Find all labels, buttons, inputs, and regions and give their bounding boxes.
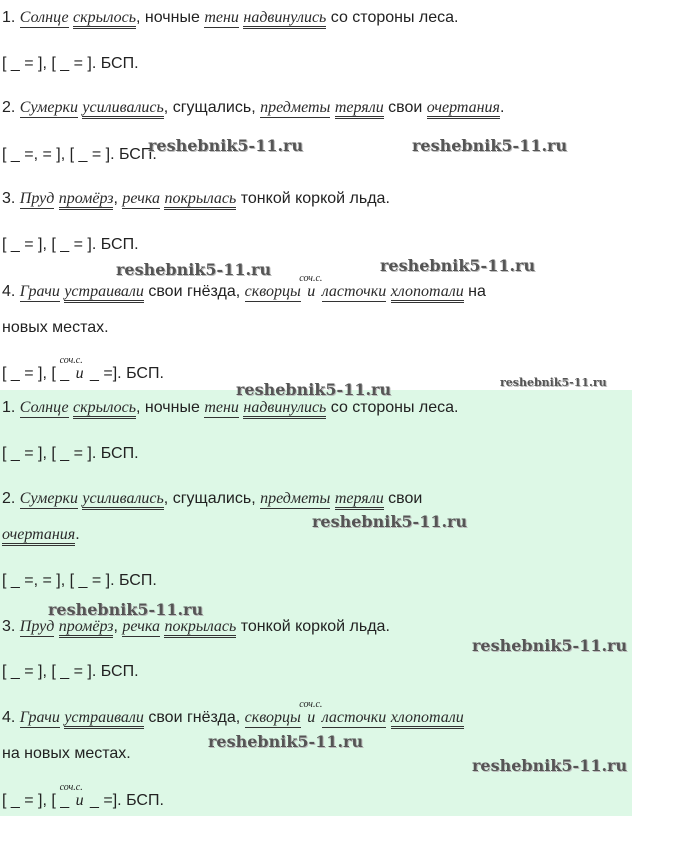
sentence-number: 4. — [2, 283, 20, 300]
watermark: reshebnik5-11.ru — [380, 256, 536, 275]
subject: Пруд — [19, 618, 55, 635]
conjunction-text: и — [307, 709, 316, 726]
scheme-3: [ _ = ], [ _ = ]. БСП. — [2, 663, 139, 680]
scheme-part: [ _ = ], [ _ — [2, 792, 74, 809]
plain-text: на — [463, 283, 486, 300]
subject: Солнце — [19, 9, 69, 26]
sentence-number: 2. — [2, 99, 20, 116]
sentence-4 — [2, 273, 486, 302]
subject: скворцы — [244, 283, 301, 300]
watermark: reshebnik5-11.ru — [500, 376, 607, 389]
watermark: reshebnik5-11.ru — [208, 732, 364, 751]
subject: речка — [122, 190, 160, 207]
sentence-2 — [2, 489, 422, 509]
predicate: покрылась — [164, 190, 236, 210]
conjunction — [59, 355, 86, 384]
predicate: хлопотали — [391, 709, 464, 729]
plain-text: свои гнёзда, — [143, 709, 245, 726]
conjunction-label: соч.с. — [299, 273, 323, 284]
conjunction-label: соч.с. — [59, 355, 83, 366]
plain-text: свои — [383, 490, 423, 507]
conjunction-label: соч.с. — [299, 699, 323, 710]
predicate: усиливались — [82, 490, 163, 510]
subject: скворцы — [244, 709, 301, 726]
subject: тени — [204, 9, 239, 26]
conjunction-text: и — [75, 792, 84, 809]
predicate: усиливались — [82, 99, 163, 119]
sentence-3 — [2, 617, 390, 637]
predicate: теряли — [335, 99, 384, 119]
sentence-1 — [2, 398, 459, 418]
plain-text: со стороны леса. — [326, 9, 459, 26]
plain-text: со стороны леса. — [326, 399, 459, 416]
sentence-number: 4. — [2, 709, 20, 726]
plain-text: тонкой коркой льда. — [236, 618, 390, 635]
predicate: хлопотали — [391, 283, 464, 303]
scheme-4 — [2, 355, 164, 384]
sentence-number: 2. — [2, 490, 20, 507]
watermark: reshebnik5-11.ru — [412, 136, 568, 155]
watermark: reshebnik5-11.ru — [148, 136, 304, 155]
sentence-4 — [2, 699, 464, 728]
predicate: покрылась — [164, 618, 236, 638]
watermark: reshebnik5-11.ru — [472, 756, 628, 775]
watermark: reshebnik5-11.ru — [472, 636, 628, 655]
scheme-3: [ _ = ], [ _ = ]. БСП. — [2, 236, 139, 253]
subject: речка — [122, 618, 160, 635]
scheme-part: [ _ = ], [ _ — [2, 365, 74, 382]
predicate: скрылось — [73, 399, 136, 419]
plain-text: , — [113, 618, 123, 635]
predicate: надвинулись — [243, 399, 326, 419]
scheme-2: [ _ =, = ], [ _ = ]. БСП. — [2, 146, 157, 163]
sentence-3 — [2, 189, 390, 209]
conjunction — [59, 782, 86, 811]
plain-text: , — [113, 190, 123, 207]
plain-text: , ночные — [136, 399, 205, 416]
subject: Пруд — [19, 190, 55, 207]
predicate: промёрз — [59, 190, 114, 210]
sentence-4-continued: новых местах. — [2, 319, 109, 336]
object: очертания — [2, 526, 75, 546]
sentence-number: 1. — [2, 9, 20, 26]
plain-text: свои — [383, 99, 427, 116]
watermark: reshebnik5-11.ru — [236, 380, 392, 399]
predicate: устраивали — [64, 283, 144, 303]
conjunction-label: соч.с. — [59, 782, 83, 793]
sentence-number: 3. — [2, 618, 20, 635]
subject: Солнце — [19, 399, 69, 416]
sentence-number: 1. — [2, 399, 20, 416]
conjunction — [299, 273, 323, 302]
watermark: reshebnik5-11.ru — [48, 600, 204, 619]
sentence-number: 3. — [2, 190, 20, 207]
subject: ласточки — [321, 283, 387, 300]
subject: тени — [204, 399, 239, 416]
sentence-4-continued: на новых местах. — [2, 745, 131, 762]
conjunction-text: и — [75, 365, 84, 382]
subject: Грачи — [19, 283, 60, 300]
scheme-part: _ =]. БСП. — [85, 792, 164, 809]
scheme-2: [ _ =, = ], [ _ = ]. БСП. — [2, 572, 157, 589]
sentence-2 — [2, 98, 504, 118]
predicate: надвинулись — [243, 9, 326, 29]
scheme-part: _ =]. БСП. — [85, 365, 164, 382]
subject: Сумерки — [19, 490, 78, 507]
watermark: reshebnik5-11.ru — [116, 260, 272, 279]
plain-text: свои гнёзда, — [143, 283, 245, 300]
sentence-2-continued — [2, 525, 80, 545]
subject: Грачи — [19, 709, 60, 726]
plain-text: . — [499, 99, 505, 116]
conjunction-text: и — [307, 283, 316, 300]
predicate: промёрз — [59, 618, 114, 638]
scheme-1: [ _ = ], [ _ = ]. БСП. — [2, 55, 139, 72]
subject: Сумерки — [19, 99, 78, 116]
predicate: теряли — [335, 490, 384, 510]
subject: ласточки — [321, 709, 387, 726]
plain-text: , ночные — [136, 9, 205, 26]
plain-text: , сгущались, — [163, 99, 261, 116]
conjunction — [299, 699, 323, 728]
plain-text: , сгущались, — [163, 490, 261, 507]
scheme-4 — [2, 782, 164, 811]
object: очертания — [427, 99, 500, 119]
watermark: reshebnik5-11.ru — [312, 512, 468, 531]
sentence-1 — [2, 8, 459, 28]
subject: предметы — [260, 490, 331, 507]
scheme-1: [ _ = ], [ _ = ]. БСП. — [2, 445, 139, 462]
plain-text: тонкой коркой льда. — [236, 190, 390, 207]
plain-text: . — [75, 526, 80, 543]
subject: предметы — [260, 99, 331, 116]
predicate: устраивали — [64, 709, 144, 729]
predicate: скрылось — [73, 9, 136, 29]
